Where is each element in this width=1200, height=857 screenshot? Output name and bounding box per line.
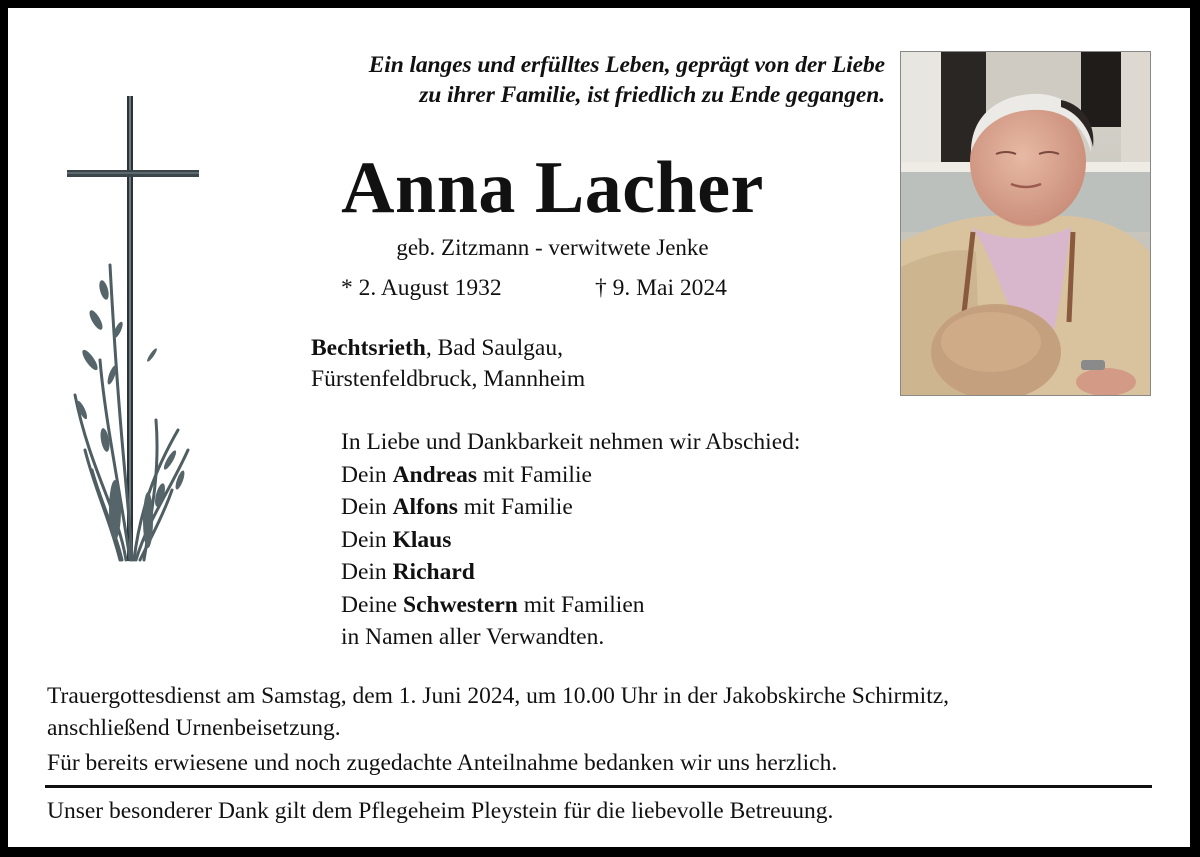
mourner-entry: [341, 459, 800, 492]
birth-date: * 2. August 1932: [341, 275, 502, 301]
mourner-name: Schwestern: [403, 591, 518, 618]
funeral-service-info: [47, 680, 1162, 779]
maiden-widow-names: geb. Zitzmann - verwitwete Jenke: [396, 235, 709, 260]
places-line-1: [311, 333, 585, 364]
places: [311, 333, 585, 395]
mourner-prefix: Deine: [341, 591, 403, 618]
mourners-list: [341, 426, 800, 654]
mourner-prefix: Dein: [341, 559, 393, 585]
mourner-prefix: Dein: [341, 461, 393, 488]
service-line-2: anschließend Urnenbeisetzung.: [47, 715, 341, 741]
mourner-name: Alfons: [392, 494, 458, 520]
divider-rule: [45, 785, 1152, 788]
mourner-entry: [341, 556, 800, 589]
home-village: Bechtsrieth: [311, 335, 426, 361]
death-date: † 9. Mai 2024: [595, 275, 727, 301]
mourner-entry: [341, 491, 800, 524]
deceased-name: Anna Lacher: [341, 147, 764, 229]
mourners-intro: In Liebe und Dankbarkeit nehmen wir Abschied:: [341, 429, 801, 455]
service-line-3: Für bereits erwiesene und noch zugedachte Anteilnahme bedanken wir uns herzlich.: [47, 750, 838, 776]
mourner-name: Richard: [392, 559, 475, 585]
mourner-name: Andreas: [392, 461, 478, 488]
service-line-1: Trauergottesdienst am Samstag, dem 1. Juni 2024, um 10.00 Uhr in der Jakobskirche Schirmitz,: [47, 683, 950, 709]
mourner-suffix: mit Familie: [477, 461, 592, 488]
places-line-2: Fürstenfeldbruck, Mannheim: [311, 366, 586, 392]
places-line-1-rest: , Bad Saulgau,: [425, 335, 563, 361]
mourners-closing: in Namen aller Verwandten.: [341, 624, 605, 650]
mourner-prefix: Dein: [341, 494, 393, 520]
mourner-name: Klaus: [392, 526, 452, 553]
mourner-entry: [341, 589, 800, 622]
portrait-photo: [900, 51, 1151, 396]
mourner-entry: [341, 524, 800, 557]
motto-line-2: zu ihrer Familie, ist friedlich zu Ende gegangen.: [419, 82, 885, 108]
mourner-prefix: Dein: [341, 526, 393, 553]
mourner-suffix: mit Familie: [457, 494, 573, 520]
special-thanks: Unser besonderer Dank gilt dem Pflegeheim Pleystein für die liebevolle Betreuung.: [47, 798, 834, 824]
mourner-suffix: mit Familien: [517, 591, 645, 618]
motto-line-1: Ein langes und erfülltes Leben, geprägt von der Liebe: [368, 52, 885, 78]
cross-with-grass-icon: [60, 90, 210, 570]
motto: [250, 50, 885, 110]
